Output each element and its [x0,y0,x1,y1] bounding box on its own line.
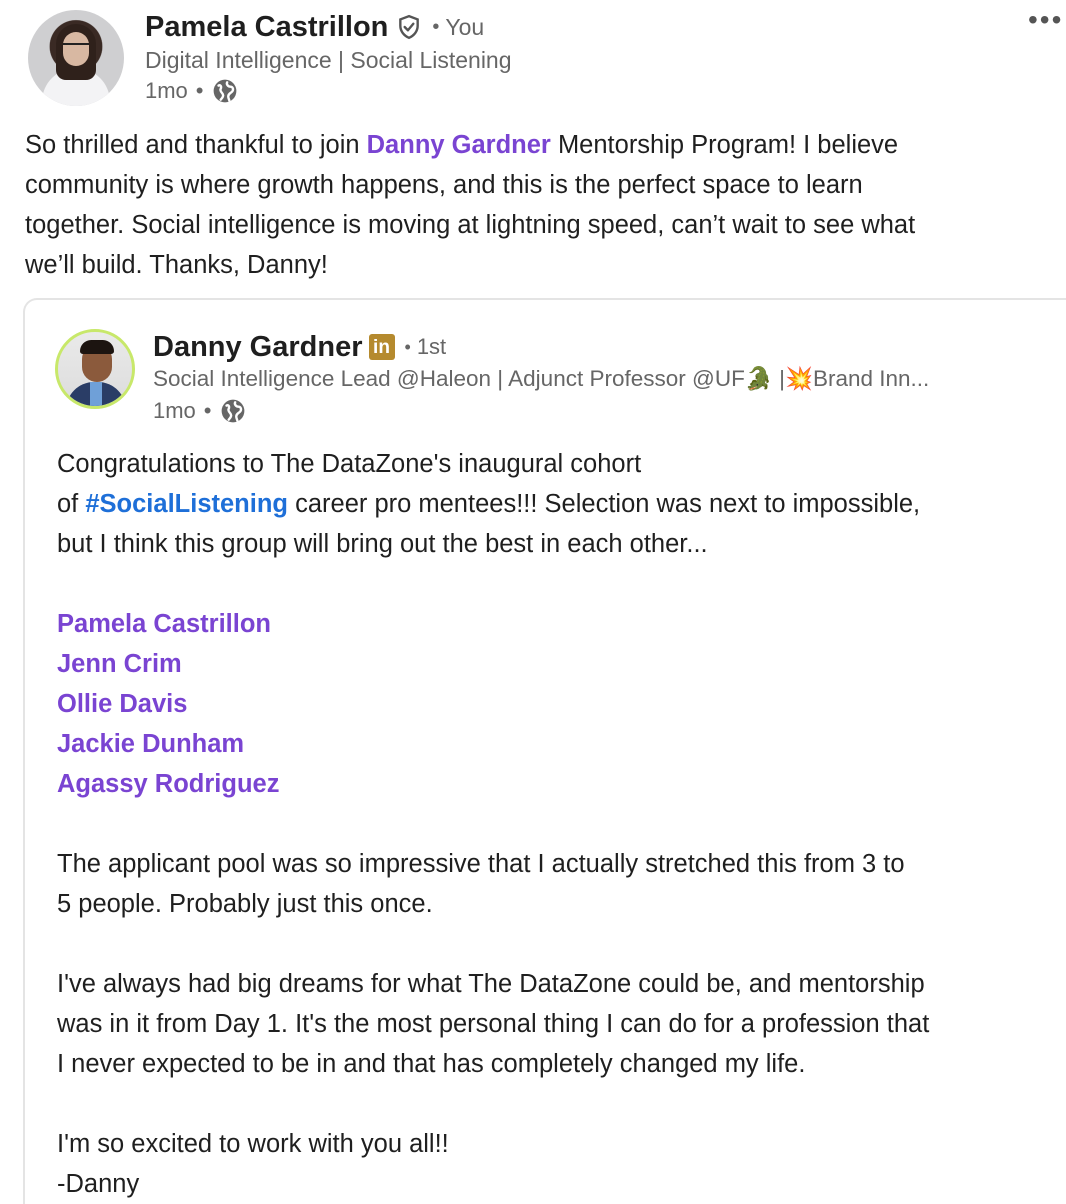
shared-line: The applicant pool was so impressive that I actually stretched this from 3 to [57,850,905,878]
mentee-link[interactable]: Jackie Dunham [57,730,245,758]
connection-degree: 1st [416,334,447,359]
shared-author-headline: Social Intelligence Lead @Haleon | Adjunct Professor @UF🐊 |💥Brand Inn... [153,366,930,391]
shared-line: 5 people. Probably just this once. [57,890,433,918]
shared-line [57,484,1057,524]
shared-text: of [57,490,86,518]
mentee-link[interactable]: Pamela Castrillon [57,610,271,638]
post-text-rest: Mentorship Program! I believe [550,131,899,159]
paragraph-break [57,924,1057,964]
post-meta [145,78,238,104]
shared-line: I never expected to be in and that has completely changed my life. [57,1050,806,1078]
linkedin-premium-icon: in [369,334,395,360]
globe-icon [212,78,238,104]
post-text-start: So thrilled and thankful to join [25,131,367,159]
separator-dot: • [195,78,204,103]
relation-label: You [445,13,485,40]
shared-author-name[interactable]: Danny Gardner [153,330,363,363]
author-headline: Digital Intelligence | Social Listening [145,47,512,73]
mentee-link[interactable]: Ollie Davis [57,690,188,718]
separator-dot: • [203,398,212,423]
shared-author-name-row [153,330,446,364]
paragraph-break [57,564,1057,604]
shield-check-icon [396,14,422,40]
shared-line: Congratulations to The DataZone's inaugural cohort [57,450,642,478]
more-options-icon[interactable]: ••• [1028,4,1064,35]
shared-line: I'm so excited to work with you all!! [57,1130,449,1158]
avatar-hair [80,340,114,354]
shared-post-body [57,444,1057,1204]
post-line [25,125,1055,165]
shared-post-time[interactable]: 1mo [153,398,196,423]
shared-text: career pro mentees!!! Selection was next to impossible, [288,490,921,518]
author-name[interactable]: Pamela Castrillon [145,10,389,43]
mention-link[interactable]: Danny Gardner [366,131,551,159]
shared-post-meta [153,398,246,424]
post-body [25,125,1055,285]
post-line: together. Social intelligence is moving at lightning speed, can’t wait to see what [25,211,916,239]
avatar-face [63,32,89,66]
shared-line: I've always had big dreams for what The DataZone could be, and mentorship [57,970,925,998]
paragraph-break [57,1084,1057,1124]
avatar-glasses [63,43,89,49]
post-line: we’ll build. Thanks, Danny! [25,251,328,279]
paragraph-break [57,804,1057,844]
shared-line: but I think this group will bring out the best in each other... [57,530,708,558]
globe-icon [220,398,246,424]
separator-dot: • [432,15,440,38]
author-avatar[interactable] [28,10,124,106]
shared-line: was in it from Day 1. It's the most personal thing I can do for a profession that [57,1010,930,1038]
shared-line: -Danny [57,1170,140,1198]
hashtag-link[interactable]: #SocialListening [85,490,288,518]
shared-post-card[interactable] [23,298,1066,1204]
post-time[interactable]: 1mo [145,78,188,103]
shared-author-avatar[interactable] [55,329,135,409]
post-line: community is where growth happens, and this is the perfect space to learn [25,171,863,199]
mentee-link[interactable]: Agassy Rodriguez [57,770,280,798]
author-name-row [145,10,484,44]
separator-dot: • [404,336,411,357]
avatar-shirt [90,382,102,409]
mentee-link[interactable]: Jenn Crim [57,650,182,678]
